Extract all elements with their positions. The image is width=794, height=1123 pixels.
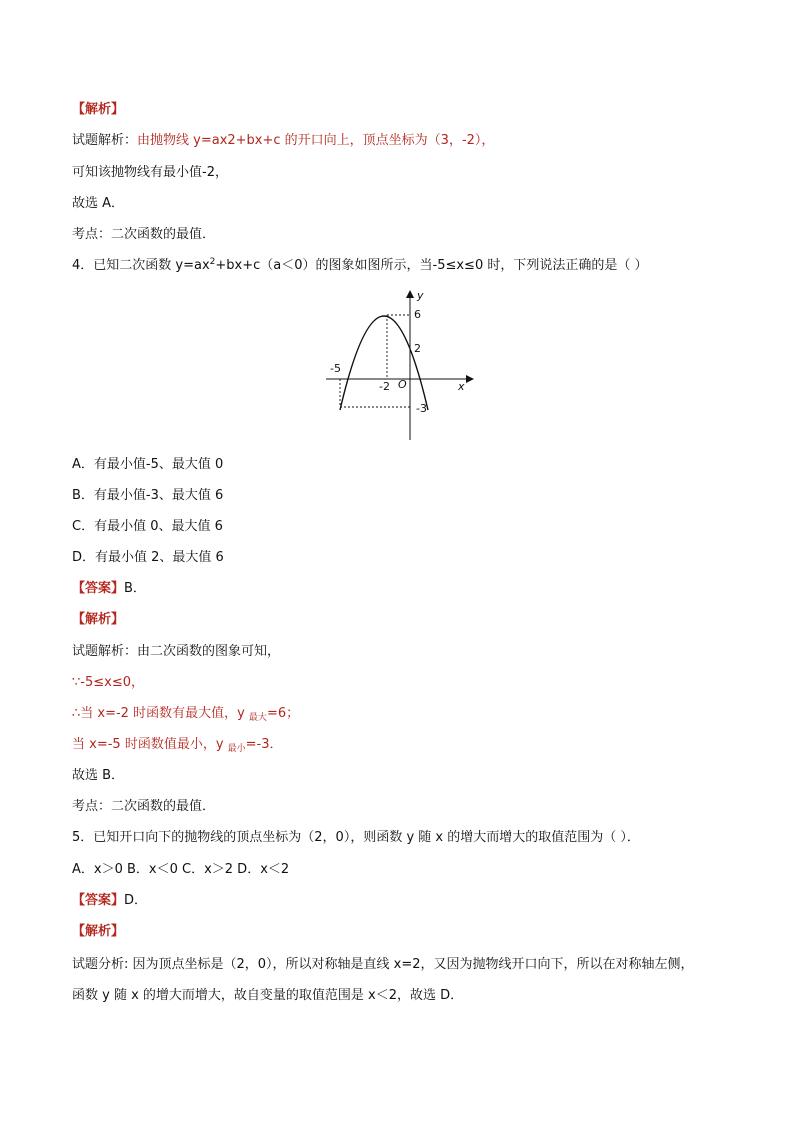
tick-label-2: 2 [414, 342, 421, 355]
tick-label-neg-2: -2 [379, 380, 390, 393]
q4-sol3-sub: 最大 [248, 713, 267, 723]
q5-solution-line-2: 函数 y 随 x 的增大而增大，故自变量的取值范围是 x＜2，故选 D． [72, 988, 464, 1003]
parabola-curve [340, 316, 428, 410]
q4-sol3-post: =6； [266, 706, 300, 721]
origin-label: O [398, 378, 407, 391]
q3-solution-line-2: 可知该抛物线有最小值-2， [72, 165, 228, 180]
q4-stem-pre: 4．已知二次函数 y=ax [72, 258, 210, 273]
q4-stem-post: +bx+c（a＜0）的图象如图所示，当-5≤x≤0 时，下列说法正确的是（ ） [215, 258, 648, 273]
q4-sol3-pre: ∴当 x=-2 时函数有最大值，y [72, 706, 249, 721]
q4-solution-line-2: ∵-5≤x≤0， [72, 675, 144, 690]
q3-solution-line-1 [72, 132, 494, 150]
q4-sol4-pre: 当 x=-5 时函数值最小，y [72, 737, 228, 752]
tick-label-6: 6 [414, 308, 421, 321]
q4-answer-label: 【答案】 [72, 581, 125, 596]
q5-options: A．x＞0 B．x＜0 C．x＞2 D．x＜2 [72, 862, 290, 877]
q4-solution-line-1: 试题解析：由二次函数的图象可知， [72, 644, 281, 659]
q5-answer-value: D． [124, 893, 148, 908]
q4-solution-line-4 [72, 736, 283, 755]
q4-analysis-label: 【解析】 [72, 612, 125, 627]
q4-stem [72, 257, 647, 276]
q3-kaodian: 考点：二次函数的最值． [72, 227, 216, 242]
q4-answer-value: B． [124, 581, 146, 596]
q5-analysis-label: 【解析】 [72, 924, 125, 939]
q4-option-b: B．有最小值-3、最大值 6 [72, 488, 224, 503]
parabola-graph [320, 284, 480, 444]
q4-option-a: A．有最小值-5、最大值 0 [72, 457, 224, 472]
q4-stem-sup: 2 [209, 257, 216, 267]
q5-solution-line-1: 试题分析: 因为顶点坐标是（2，0），所以对称轴是直线 x=2，又因为抛物线开口向下，所以在对称轴左侧， [72, 957, 694, 972]
q4-solution-line-3 [72, 705, 299, 724]
q4-sol4-sub: 最小 [227, 744, 246, 754]
y-axis-arrow [406, 290, 414, 298]
q4-option-d: D．有最小值 2、最大值 6 [72, 550, 224, 565]
q3-solution-red-text: 由抛物线 y=ax2+bx+c 的开口向上，顶点坐标为（3，-2）， [137, 133, 495, 148]
q5-stem: 5．已知开口向下的抛物线的顶点坐标为（2，0），则函数 y 随 x 的增大而增大的取值范围为（ ）． [72, 830, 640, 845]
q4-option-c: C．有最小值 0、最大值 6 [72, 519, 223, 534]
q4-kaodian: 考点：二次函数的最值． [72, 799, 216, 814]
tick-label-neg-3: -3 [416, 402, 427, 415]
q4-solution-line-5: 故选 B． [72, 768, 125, 783]
x-axis-arrow [466, 375, 474, 383]
q4-answer [72, 580, 146, 598]
y-axis-label: y [417, 289, 424, 302]
q5-answer [72, 892, 147, 910]
q3-solution-prefix: 试题解析： [72, 133, 138, 148]
q4-sol4-post: =-3． [245, 737, 283, 752]
x-axis-label: x [458, 380, 465, 393]
q3-solution-line-3: 故选 A． [72, 196, 125, 211]
tick-label-neg-5: -5 [330, 362, 341, 375]
q3-analysis-label: 【解析】 [72, 102, 125, 117]
q5-answer-label: 【答案】 [72, 893, 125, 908]
